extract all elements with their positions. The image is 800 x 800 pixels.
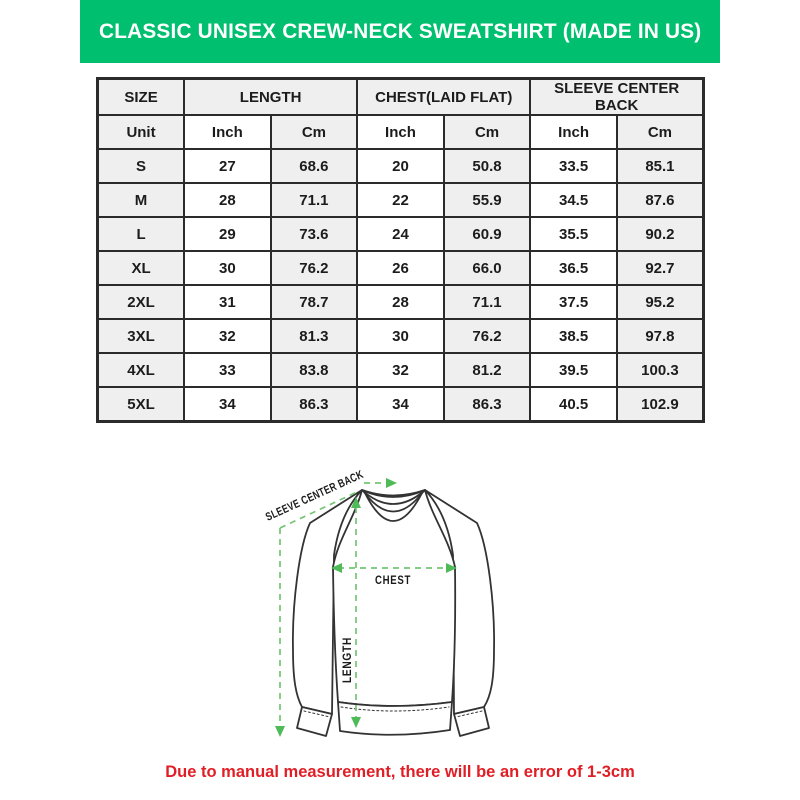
value-cell: 50.8	[444, 149, 531, 183]
unit-cell: Cm	[444, 115, 531, 149]
table-row	[98, 319, 704, 353]
value-cell: 34.5	[530, 183, 617, 217]
table-row	[98, 149, 704, 183]
value-cell: 71.1	[271, 183, 358, 217]
page-title: CLASSIC UNISEX CREW-NECK SWEATSHIRT (MADE IN US)	[98, 19, 702, 43]
value-cell: 85.1	[617, 149, 704, 183]
sweatshirt-diagram	[150, 455, 650, 755]
value-cell: 34	[357, 387, 444, 422]
value-cell: 32	[184, 319, 271, 353]
column-header-chest: CHEST(LAID FLAT)	[357, 79, 530, 116]
value-cell: 86.3	[444, 387, 531, 422]
unit-cell: Cm	[271, 115, 358, 149]
size-cell: M	[98, 183, 185, 217]
value-cell: 73.6	[271, 217, 358, 251]
size-cell: 2XL	[98, 285, 185, 319]
unit-cell: Inch	[530, 115, 617, 149]
value-cell: 81.2	[444, 353, 531, 387]
value-cell: 29	[184, 217, 271, 251]
value-cell: 33	[184, 353, 271, 387]
value-cell: 20	[357, 149, 444, 183]
value-cell: 78.7	[271, 285, 358, 319]
value-cell: 22	[357, 183, 444, 217]
unit-row	[98, 115, 704, 149]
table-header-row	[98, 79, 704, 116]
value-cell: 81.3	[271, 319, 358, 353]
size-cell: S	[98, 149, 185, 183]
value-cell: 27	[184, 149, 271, 183]
value-cell: 31	[184, 285, 271, 319]
value-cell: 32	[357, 353, 444, 387]
value-cell: 24	[357, 217, 444, 251]
unit-cell: Inch	[184, 115, 271, 149]
value-cell: 87.6	[617, 183, 704, 217]
size-cell: 3XL	[98, 319, 185, 353]
arrow-down-icon	[275, 726, 285, 737]
value-cell: 55.9	[444, 183, 531, 217]
value-cell: 34	[184, 387, 271, 422]
chest-label: CHEST	[375, 575, 411, 587]
arrow-right-icon	[386, 478, 397, 488]
size-table-container	[96, 77, 705, 423]
value-cell: 28	[357, 285, 444, 319]
value-cell: 66.0	[444, 251, 531, 285]
unit-cell: Unit	[98, 115, 185, 149]
value-cell: 38.5	[530, 319, 617, 353]
value-cell: 76.2	[444, 319, 531, 353]
column-header-length: LENGTH	[184, 79, 357, 116]
sweatshirt-outline	[293, 490, 494, 736]
table-row	[98, 285, 704, 319]
value-cell: 39.5	[530, 353, 617, 387]
value-cell: 30	[184, 251, 271, 285]
unit-cell: Inch	[357, 115, 444, 149]
value-cell: 95.2	[617, 285, 704, 319]
header-bar	[80, 0, 720, 63]
value-cell: 97.8	[617, 319, 704, 353]
value-cell: 71.1	[444, 285, 531, 319]
size-cell: 5XL	[98, 387, 185, 422]
size-cell: 4XL	[98, 353, 185, 387]
table-row	[98, 353, 704, 387]
disclaimer-note: Due to manual measurement, there will be an error of 1-3cm	[165, 763, 635, 781]
value-cell: 37.5	[530, 285, 617, 319]
value-cell: 102.9	[617, 387, 704, 422]
value-cell: 35.5	[530, 217, 617, 251]
size-table	[96, 77, 705, 423]
size-cell: XL	[98, 251, 185, 285]
value-cell: 30	[357, 319, 444, 353]
length-label: LENGTH	[342, 630, 354, 683]
size-cell: L	[98, 217, 185, 251]
value-cell: 60.9	[444, 217, 531, 251]
table-row	[98, 183, 704, 217]
value-cell: 90.2	[617, 217, 704, 251]
sleeve-center-back-label: SLEEVE CENTER BACK	[264, 455, 396, 524]
column-header-size: SIZE	[98, 79, 185, 116]
value-cell: 100.3	[617, 353, 704, 387]
value-cell: 26	[357, 251, 444, 285]
value-cell: 92.7	[617, 251, 704, 285]
value-cell: 86.3	[271, 387, 358, 422]
value-cell: 28	[184, 183, 271, 217]
value-cell: 76.2	[271, 251, 358, 285]
value-cell: 33.5	[530, 149, 617, 183]
value-cell: 68.6	[271, 149, 358, 183]
value-cell: 83.8	[271, 353, 358, 387]
unit-cell: Cm	[617, 115, 704, 149]
value-cell: 36.5	[530, 251, 617, 285]
table-row	[98, 251, 704, 285]
table-row	[98, 217, 704, 251]
value-cell: 40.5	[530, 387, 617, 422]
table-row	[98, 387, 704, 422]
column-header-sleeve: SLEEVE CENTER BACK	[530, 79, 703, 116]
size-table-body	[98, 149, 704, 422]
